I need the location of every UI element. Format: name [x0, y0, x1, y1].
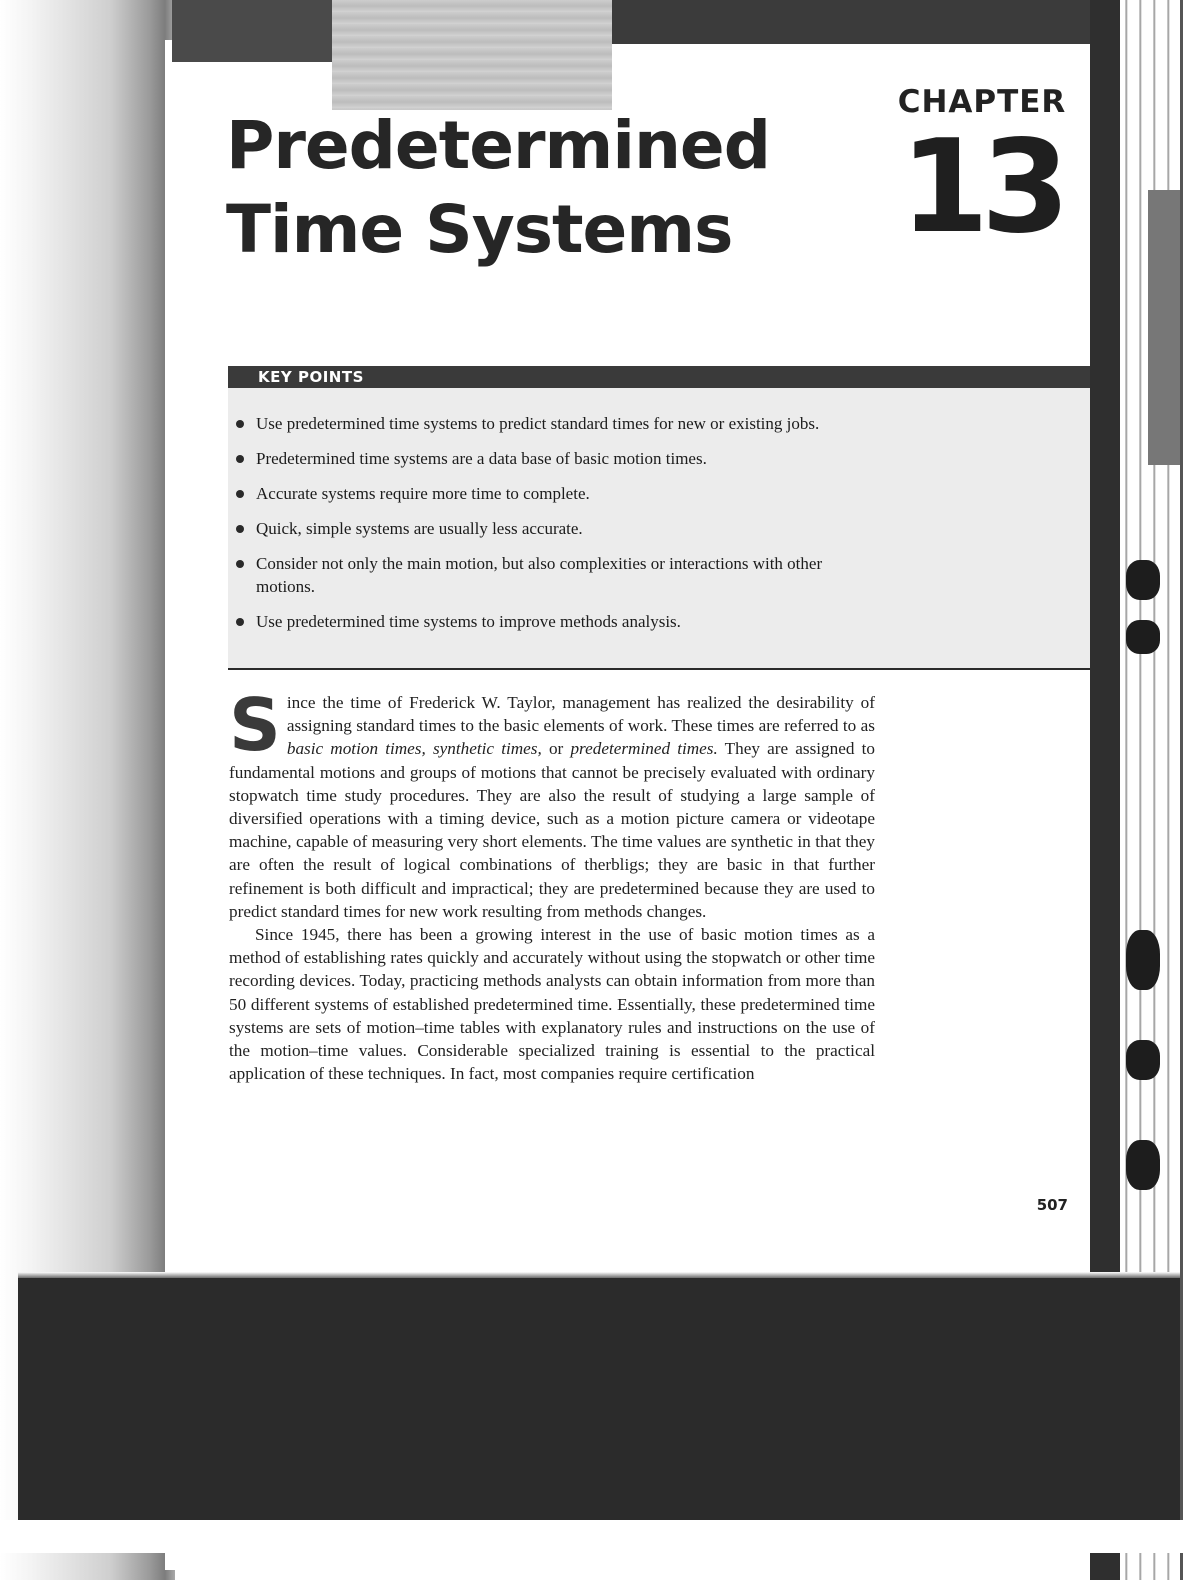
scan-top-shadow-left — [172, 0, 332, 62]
bullet-icon — [236, 525, 244, 533]
page-edge-mark — [1126, 1140, 1160, 1190]
page-number: 507 — [1036, 1196, 1068, 1214]
key-points-list — [232, 412, 872, 645]
chapter-label: CHAPTER — [897, 84, 1067, 120]
chapter-title — [226, 104, 770, 272]
key-point-text: Quick, simple systems are usually less accurate. — [256, 519, 583, 538]
key-point-item — [232, 447, 872, 470]
scan-top-bleed-through — [332, 0, 612, 110]
page-edge-mark — [1126, 560, 1160, 600]
chapter-title-line-2: Time Systems — [226, 191, 733, 268]
key-point-text: Use predetermined time systems to predict standard times for new or existing jobs. — [256, 414, 820, 433]
page-edge-mark — [1126, 620, 1160, 654]
scan-right-edge — [1180, 0, 1183, 1580]
key-point-item — [232, 517, 872, 540]
paragraph-text: They are assigned to fundamental motions and groups of motions that cannot be precisely evaluated with ordinary stopwatch time study procedures. They are also the result of studying a large sample of diversified operations with a timing device, such as a motion picture camera or videotape machine, capable of measuring very short elements. The time values are synthetic in that they are often the result of logical combinations of therbligs; they are basic in that further refinement is both difficult and impractical; they are predetermined because they are used to predict standard times for new work resulting from methods changes. — [229, 739, 876, 921]
body-paragraph-2: Since 1945, there has been a growing interest in the use of basic motion times as a method of establishing rates quickly and accurately without using the stopwatch or other time recording devices. Today, practicing methods analysts can obtain information from more than 50 different systems of established predetermined time. Essentially, these predetermined time systems are sets of motion–time tables with explanatory rules and instructions on the use of the motion–time values. Considerable specialized training is essential to the practical application of these techniques. In fact, most companies require certification — [229, 925, 875, 1084]
bullet-icon — [236, 420, 244, 428]
bullet-icon — [236, 618, 244, 626]
bullet-icon — [236, 560, 244, 568]
page-edge-mark — [1126, 1040, 1160, 1080]
scan-bottom-shadow — [18, 1278, 1180, 1520]
scan-top-shadow-right — [612, 0, 1120, 44]
scan-bottom-margin — [0, 1520, 1200, 1553]
key-point-text: Accurate systems require more time to complete. — [256, 484, 590, 503]
key-points-heading: KEY POINTS — [258, 368, 364, 386]
key-point-text: Use predetermined time systems to improve methods analysis. — [256, 612, 681, 631]
bullet-icon — [236, 455, 244, 463]
emphasis-text: basic motion times, synthetic times, — [286, 739, 542, 759]
key-point-item — [232, 412, 872, 435]
key-point-text: Predetermined time systems are a data base of basic motion times. — [256, 449, 707, 468]
chapter-body — [229, 683, 876, 1085]
chapter-title-line-1: Predetermined — [226, 107, 770, 184]
page-edge-tab — [1148, 190, 1180, 465]
body-paragraph-1 — [229, 683, 876, 923]
paragraph-text: or — [541, 739, 571, 759]
key-point-item — [232, 610, 872, 633]
key-point-text: Consider not only the main motion, but also complexities or interactions with other motions. — [256, 554, 823, 596]
bullet-icon — [236, 490, 244, 498]
key-point-item — [232, 552, 872, 598]
page-edge-mark — [1126, 930, 1160, 990]
drop-cap: S — [229, 683, 281, 767]
emphasis-text: predetermined times. — [570, 739, 718, 759]
paragraph-text: ince the time of Frederick W. Taylor, management has realized the desirability of assigning standard times to the basic elements of work. These times are referred to as — [286, 693, 875, 736]
chapter-number: 13 — [899, 113, 1063, 262]
key-point-item — [232, 482, 872, 505]
